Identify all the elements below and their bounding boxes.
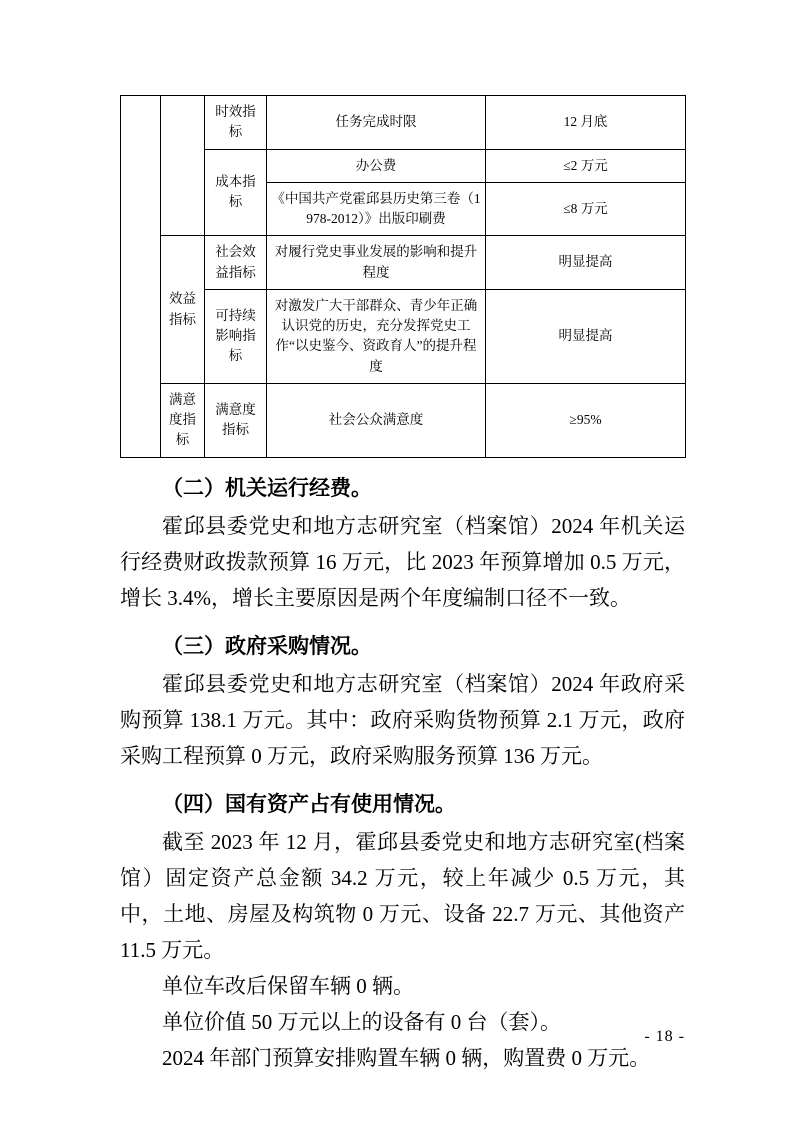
table-cell-level3: 社会效益指标: [205, 236, 267, 290]
table-cell-value: ≥95%: [486, 383, 686, 457]
section-agency-operating-expense: [120, 470, 685, 616]
section-heading: （四）国有资产占有使用情况。: [162, 791, 456, 816]
paragraph: 截至 2023 年 12 月，霍邱县委党史和地方志研究室(档案馆）固定资产总金额 34.2 万元，较上年减少 0.5 万元，其中，土地、房屋及构筑物 0 万元、设备 22.7 万元、其他资产 11.5 万元。: [120, 829, 685, 962]
table-cell-group-satisfaction: 满意度指标: [161, 383, 205, 457]
section-heading: （三）政府采购情况。: [162, 633, 372, 658]
table-row: [121, 96, 686, 150]
table-row: [121, 149, 686, 182]
table-cell-indicator: 《中国共产党霍邱县历史第三卷（1978-2012）》出版印刷费: [267, 182, 486, 236]
document-body: [120, 470, 685, 1076]
table-cell-value: 明显提高: [486, 289, 686, 383]
paragraph: 2024 年部门预算安排购置车辆 0 辆，购置费 0 万元。: [162, 1045, 651, 1070]
table-cell-value: 明显提高: [486, 236, 686, 290]
page-number: - 18 -: [644, 1028, 685, 1045]
table-cell-level3: 满意度指标: [205, 383, 267, 457]
paragraph: 单位车改后保留车辆 0 辆。: [162, 973, 414, 998]
table-row: [121, 289, 686, 383]
performance-indicator-table: [120, 95, 686, 458]
table-cell-group-continuation: [161, 96, 205, 236]
table-cell-left-stub: [121, 96, 161, 458]
table-row: [121, 383, 686, 457]
section-government-procurement: [120, 628, 685, 774]
table-cell-indicator: 对激发广大干部群众、青少年正确认识党的历史，充分发挥党史工作“以史鉴今、资政育人”的提升程度: [267, 289, 486, 383]
section-state-owned-assets: [120, 786, 685, 1076]
table-cell-indicator: 办公费: [267, 149, 486, 182]
paragraph: 霍邱县委党史和地方志研究室（档案馆）2024 年机关运行经费财政拨款预算 16 万元，比 2023 年预算增加 0.5 万元，增长 3.4%，增长主要原因是两个年度编制口径不一致。: [120, 513, 685, 610]
table-cell-value: ≤2 万元: [486, 149, 686, 182]
table-cell-level3: 可持续影响指标: [205, 289, 267, 383]
table-row: [121, 236, 686, 290]
table-cell-value: 12 月底: [486, 96, 686, 150]
table-cell-indicator: 对履行党史事业发展的影响和提升程度: [267, 236, 486, 290]
table-cell-level3: 时效指标: [205, 96, 267, 150]
table-cell-level3: 成本指标: [205, 149, 267, 236]
table-cell-value: ≤8 万元: [486, 182, 686, 236]
table-cell-indicator: 任务完成时限: [267, 96, 486, 150]
table-cell-group-benefit: 效益指标: [161, 236, 205, 384]
section-heading: （二）机关运行经费。: [162, 475, 372, 500]
paragraph: 霍邱县委党史和地方志研究室（档案馆）2024 年政府采购预算 138.1 万元。其中：政府采购货物预算 2.1 万元，政府采购工程预算 0 万元，政府采购服务预算 136 万元。: [120, 671, 685, 768]
paragraph: 单位价值 50 万元以上的设备有 0 台（套）。: [162, 1009, 561, 1034]
table-cell-indicator: 社会公众满意度: [267, 383, 486, 457]
